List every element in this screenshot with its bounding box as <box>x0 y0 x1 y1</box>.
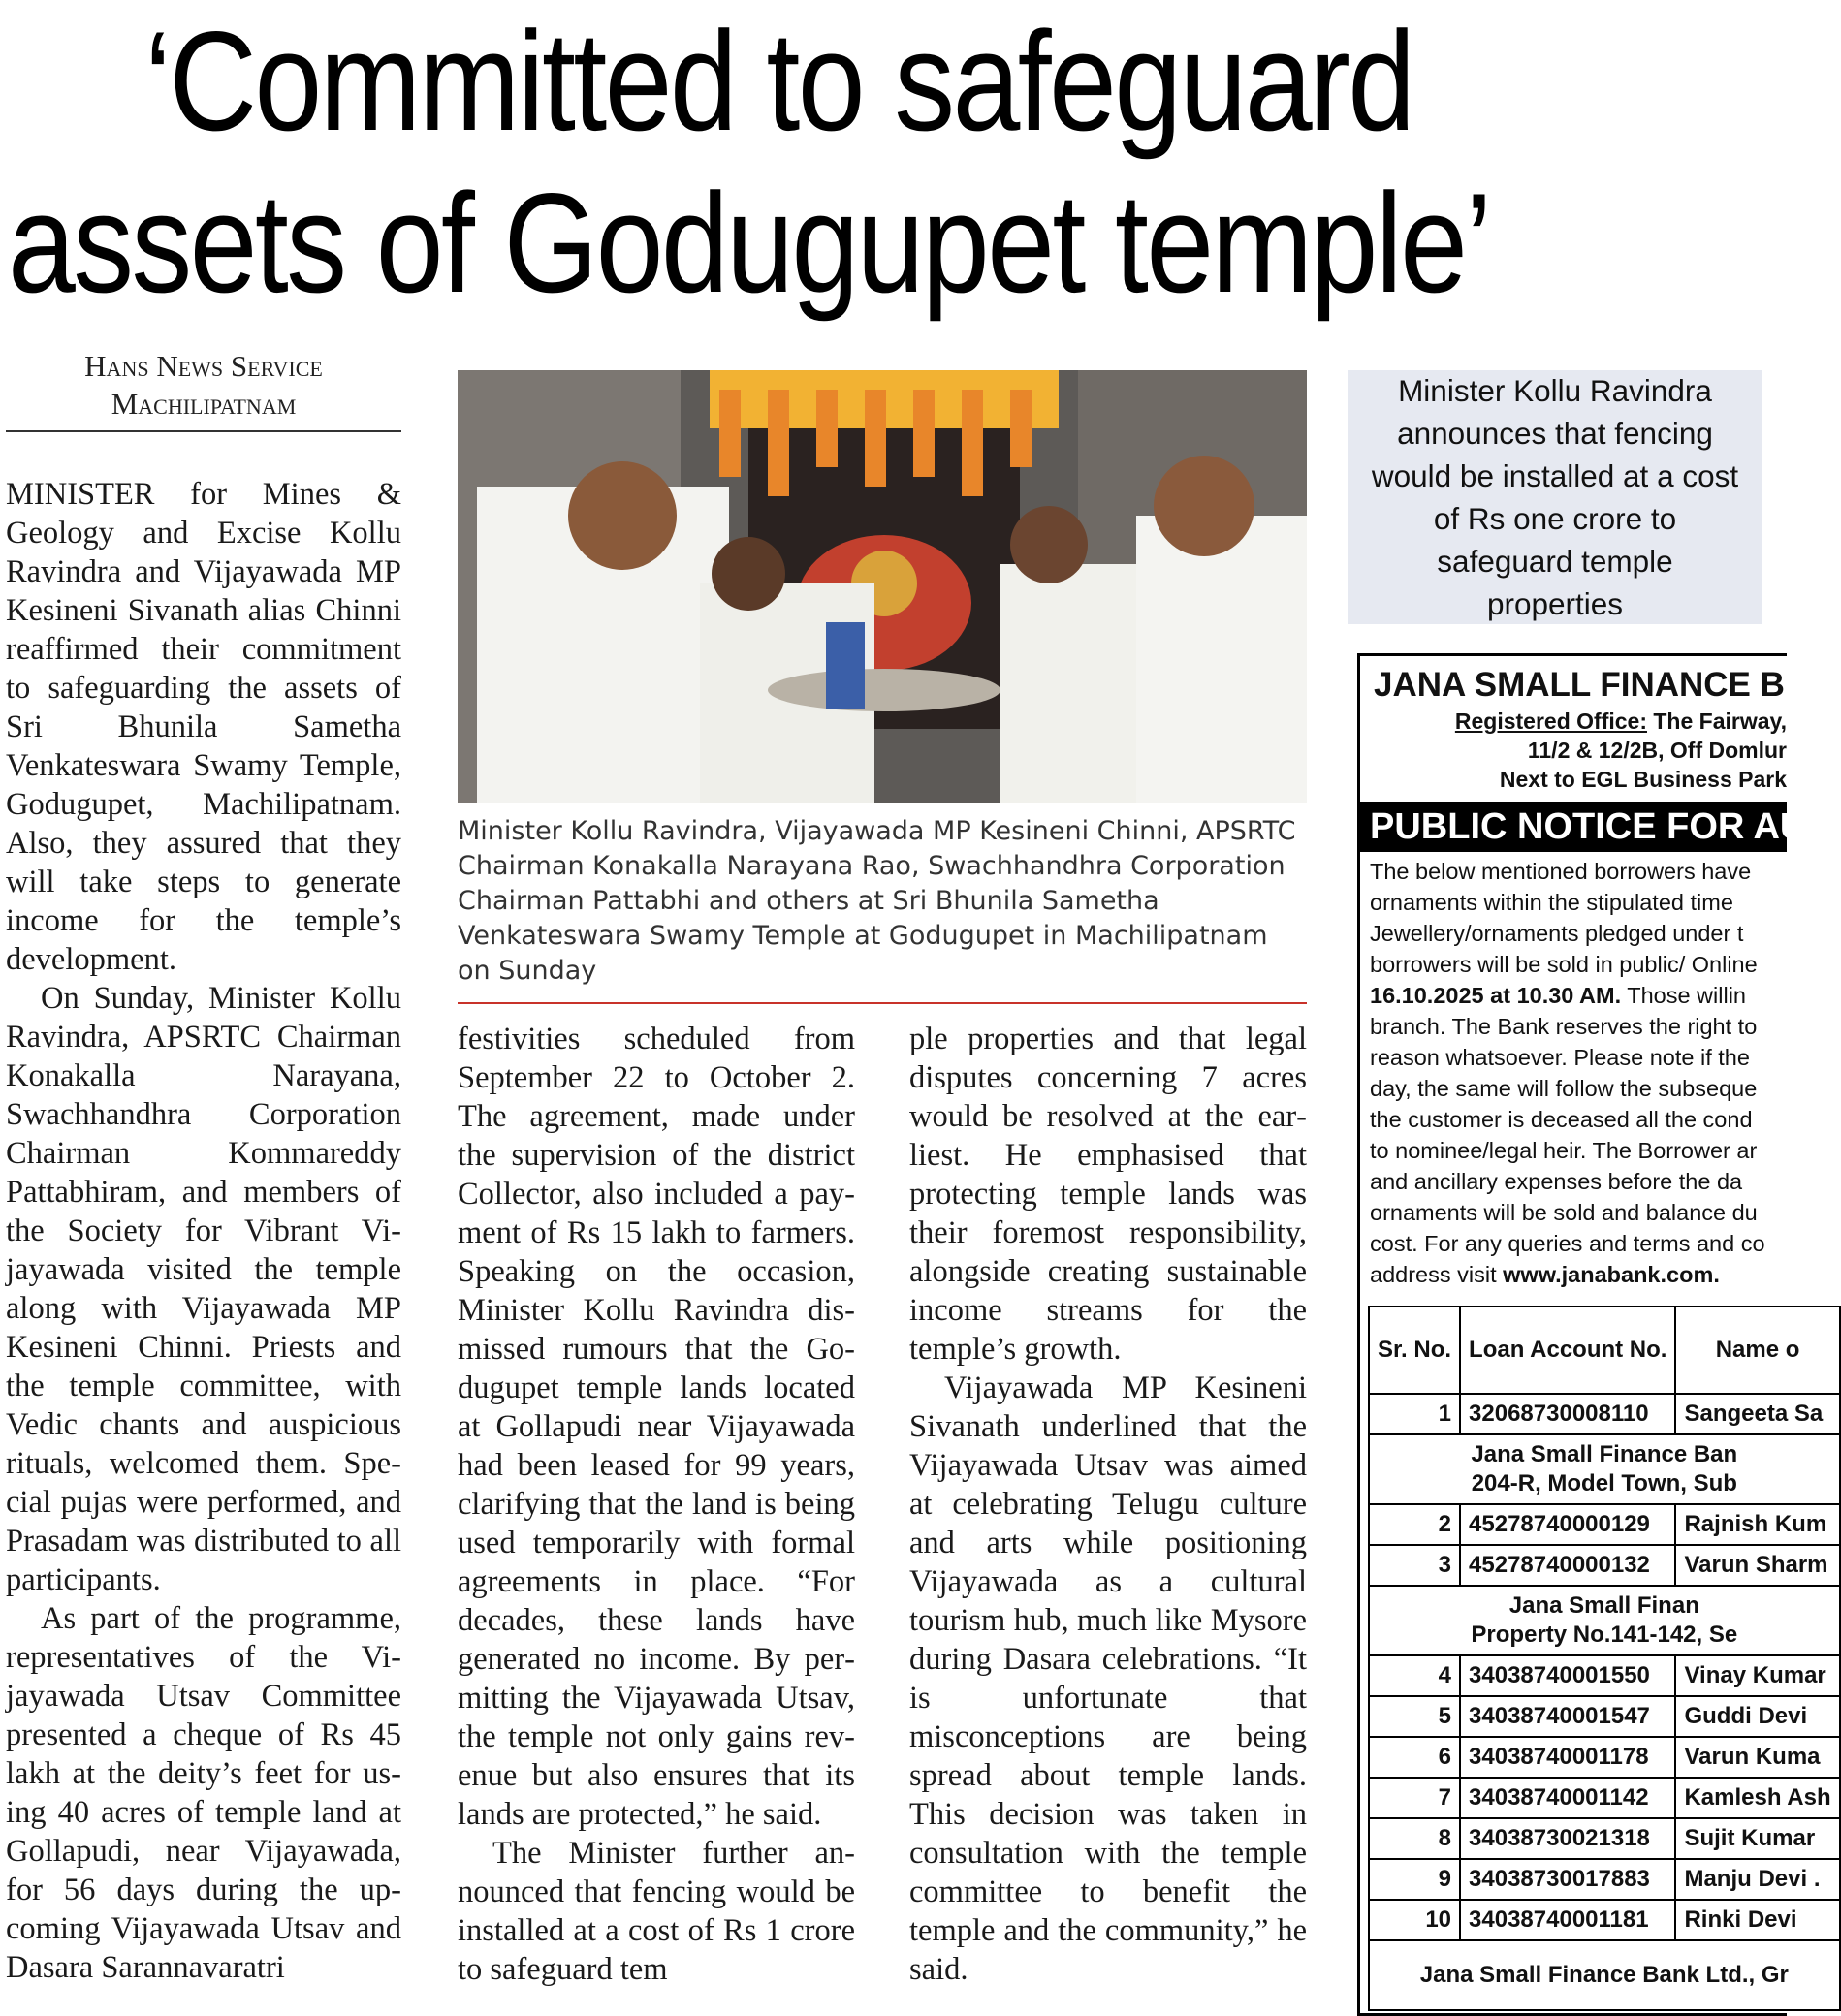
ad-body-line: day, the same will follow the subseque <box>1370 1076 1758 1101</box>
ad-auction-date: 16.10.2025 at 10.30 AM. <box>1370 983 1622 1008</box>
ad-body-line: borrowers will be sold in public/ Online <box>1370 952 1758 977</box>
table-cell-name: Sangeeta Sa <box>1675 1394 1839 1434</box>
paragraph: festivities scheduled from September 22 to October 2. The agreement, made under the supervision of the district Collector, also included a payment of Rs 15 lakh to farmers. Speaking on the occasion, Minister Kollu Ravindra dismissed rumours that the Godugupet temple lands located at Gollapudi near Vijayawada had been leased for 99 years, clarifying that the land is being used temporarily with formal agreements in place. “For decades, these lands have generated no income. By permitting the Vijayawada Utsav, the temple not only gains revenue but also ensures that its lands are protected,” he said. <box>458 1022 855 1832</box>
table-row <box>1369 1900 1840 1940</box>
temple-photo-illustration <box>458 370 1307 803</box>
article-column-3 <box>909 1020 1307 1989</box>
ad-body-line <box>1370 980 1787 1011</box>
ad-body-line: branch. The Bank reserves the right to <box>1370 1014 1758 1039</box>
paragraph: Vijayawada MP Kesineni Sivanath underlined that the Vijayawada Utsav was aimed at celebrating Telugu culture and arts while positioning Vijayawada as a cultural tourism hub, much like Mysore during Dasara celebrations. “It is unfortunate that misconceptions are being spread about temple lands. This decision was taken in consultation with the temple committee to benefit the temple and the community,” he said. <box>909 1370 1307 1987</box>
table-row <box>1369 1545 1840 1586</box>
ad-body-line: ornaments will be sold and balance du <box>1370 1200 1758 1225</box>
byline <box>6 347 401 432</box>
branch-line: 204-R, Model Town, Sub <box>1471 1470 1737 1496</box>
table-cell-account: 34038730021318 <box>1460 1818 1675 1859</box>
table-row <box>1369 1778 1840 1818</box>
ad-auction-table <box>1368 1306 1841 2011</box>
ad-body-line <box>1370 1259 1787 1290</box>
ad-notice-title: PUBLIC NOTICE FOR AUC <box>1360 802 1787 852</box>
table-cell-name: Varun Sharm <box>1675 1545 1839 1586</box>
ad-body-line: Jewellery/ornaments pledged under t <box>1370 921 1744 946</box>
table-row <box>1369 1859 1840 1900</box>
table-branch-row <box>1369 1940 1840 2010</box>
table-cell-sr: 5 <box>1369 1696 1460 1737</box>
ad-address-line: Next to EGL Business Park <box>1499 767 1787 792</box>
table-cell-sr: 7 <box>1369 1778 1460 1818</box>
table-row <box>1369 1394 1840 1434</box>
table-header-name: Name o <box>1675 1307 1839 1394</box>
table-row <box>1369 1818 1840 1859</box>
ad-address-line <box>1360 707 1787 736</box>
table-cell-name: Varun Kuma <box>1675 1737 1839 1778</box>
table-cell-account: 34038740001181 <box>1460 1900 1675 1940</box>
table-cell-account: 45278740000132 <box>1460 1545 1675 1586</box>
ad-body-line: reason whatsoever. Please note if the <box>1370 1045 1750 1070</box>
branch-line: Jana Small Finance Ban <box>1471 1441 1738 1467</box>
table-cell-account: 34038740001142 <box>1460 1778 1675 1818</box>
table-cell-name: Kamlesh Ash <box>1675 1778 1839 1818</box>
table-cell-name: Manju Devi . <box>1675 1859 1839 1900</box>
headline-line-2: assets of Godugupet temple’ <box>8 164 1490 322</box>
table-cell-account: 34038740001547 <box>1460 1696 1675 1737</box>
table-cell-name: Guddi Devi <box>1675 1696 1839 1737</box>
ad-body-line: The below mentioned borrowers have <box>1370 859 1752 884</box>
ad-body-line: ornaments within the stipulated time <box>1370 890 1733 915</box>
table-cell-name: Rinki Devi <box>1675 1900 1839 1940</box>
headline <box>8 0 1508 324</box>
bank-advertisement <box>1357 653 1833 2016</box>
table-cell-sr: 10 <box>1369 1900 1460 1940</box>
branch-address <box>1369 1586 1840 1655</box>
table-cell-sr: 6 <box>1369 1737 1460 1778</box>
table-cell-account: 34038730017883 <box>1460 1859 1675 1900</box>
table-body <box>1369 1394 1840 2010</box>
table-row <box>1369 1696 1840 1737</box>
ad-body <box>1360 856 1787 1290</box>
paragraph: As part of the programme, representatives of the Vijayawada Utsav Committee presented a cheque of Rs 45 lakh at the deity’s feet for using 40 acres of temple land at Gollapudi, near Vijayawada, for 56 days during the upcoming Vijayawada Utsav and Dasara Sarannavaratri <box>6 1601 401 1985</box>
table-row <box>1369 1655 1840 1696</box>
table-cell-name: Rajnish Kum <box>1675 1504 1839 1545</box>
ad-website-link[interactable]: www.janabank.com. <box>1503 1262 1720 1287</box>
table-branch-row <box>1369 1586 1840 1655</box>
ad-address-line: 11/2 & 12/2B, Off Domlur <box>1527 738 1787 763</box>
table-header-account: Loan Account No. <box>1460 1307 1675 1394</box>
ad-body-line: and ancillary expenses before the da <box>1370 1169 1743 1194</box>
table-cell-sr: 9 <box>1369 1859 1460 1900</box>
branch-address <box>1369 1434 1840 1504</box>
byline-place: Machilipatnam <box>111 387 297 421</box>
pull-quote-text: Minister Kollu Ravindra announces that fencing would be installed at a cost of Rs one crore to safeguard temple properties <box>1371 373 1739 621</box>
branch-line: Jana Small Finance Bank Ltd., Gr <box>1419 1962 1789 1988</box>
table-cell-account: 32068730008110 <box>1460 1394 1675 1434</box>
ad-body-line: the customer is deceased all the cond <box>1370 1107 1753 1132</box>
paragraph: On Sunday, Minister Kollu Ravindra, APSRTC Chairman Konakalla Narayana, Swachhandhra Corporation Chairman Kommareddy Pattabhiram, and members of the Society for Vibrant Vijayawada visited the temple along with Vijayawada MP Kesineni Chinni. Priests and the temple committee, with Vedic chants and auspicious rituals, welcomed them. Special pujas were performed, and Prasadam was distributed to all participants. <box>6 981 401 1597</box>
branch-address <box>1369 1940 1840 2010</box>
table-cell-sr: 1 <box>1369 1394 1460 1434</box>
photo-caption: Minister Kollu Ravindra, Vijayawada MP Kesineni Chinni, APSRTC Chairman Konakalla Narayana Rao, Swachhandhra Corporation Chairman Pattabhi and others at Sri Bhunila Sametha Venkateswara Swamy Temple at Godugupet in Machilipatnam on Sunday <box>458 814 1307 1004</box>
table-branch-row <box>1369 1434 1840 1504</box>
branch-line: Property No.141-142, Se <box>1471 1622 1738 1648</box>
ad-reg-rest: The Fairway, <box>1646 709 1787 734</box>
table-cell-sr: 2 <box>1369 1504 1460 1545</box>
headline-line-1: ‘Committed to safeguard <box>144 2 1413 160</box>
ad-body-line-rest: Those willin <box>1621 983 1746 1008</box>
paragraph: The Minister further announced that fencing would be installed at a cost of Rs 1 crore to safeguard tem <box>458 1836 855 1987</box>
table-cell-sr: 8 <box>1369 1818 1460 1859</box>
table-cell-name: Sujit Kumar <box>1675 1818 1839 1859</box>
table-cell-account: 45278740000129 <box>1460 1504 1675 1545</box>
table-cell-sr: 3 <box>1369 1545 1460 1586</box>
article-column-1 <box>6 475 401 1987</box>
paragraph: MINISTER for Mines & Geology and Excise Kollu Ravindra and Vijayawada MP Kesineni Sivanath alias Chinni reaffirmed their commitment to safeguarding the assets of Sri Bhunila Sametha Venkateswara Swamy Temple, Godugupet, Machilipatnam. Also, they assured that they will take steps to generate income for the temple’s development. <box>6 477 401 977</box>
ad-bank-name: JANA SMALL FINANCE B <box>1374 666 1785 704</box>
branch-line: Jana Small Finan <box>1508 1592 1699 1619</box>
table-cell-account: 34038740001550 <box>1460 1655 1675 1696</box>
ad-body-line: cost. For any queries and terms and co <box>1370 1231 1765 1256</box>
byline-agency: Hans News Service <box>84 349 323 383</box>
table-header-sr: Sr. No. <box>1369 1307 1460 1394</box>
table-row <box>1369 1737 1840 1778</box>
table-cell-sr: 4 <box>1369 1655 1460 1696</box>
table-cell-name: Vinay Kumar <box>1675 1655 1839 1696</box>
table-header-row <box>1369 1307 1840 1394</box>
ad-reg-label: Registered Office: <box>1454 709 1647 734</box>
ad-body-line-start: address visit <box>1370 1262 1504 1287</box>
temple-photo <box>458 370 1307 803</box>
ad-body-line: to nominee/legal heir. The Borrower ar <box>1370 1138 1758 1163</box>
table-cell-account: 34038740001178 <box>1460 1737 1675 1778</box>
article-column-2 <box>458 1020 855 1989</box>
table-row <box>1369 1504 1840 1545</box>
paragraph: ple properties and that legal disputes concerning 7 acres would be resolved at the earliest. He emphasised that protecting temple lands was their foremost responsibility, alongside creating sustainable income streams for the temple’s growth. <box>909 1022 1307 1367</box>
pull-quote <box>1348 370 1762 624</box>
